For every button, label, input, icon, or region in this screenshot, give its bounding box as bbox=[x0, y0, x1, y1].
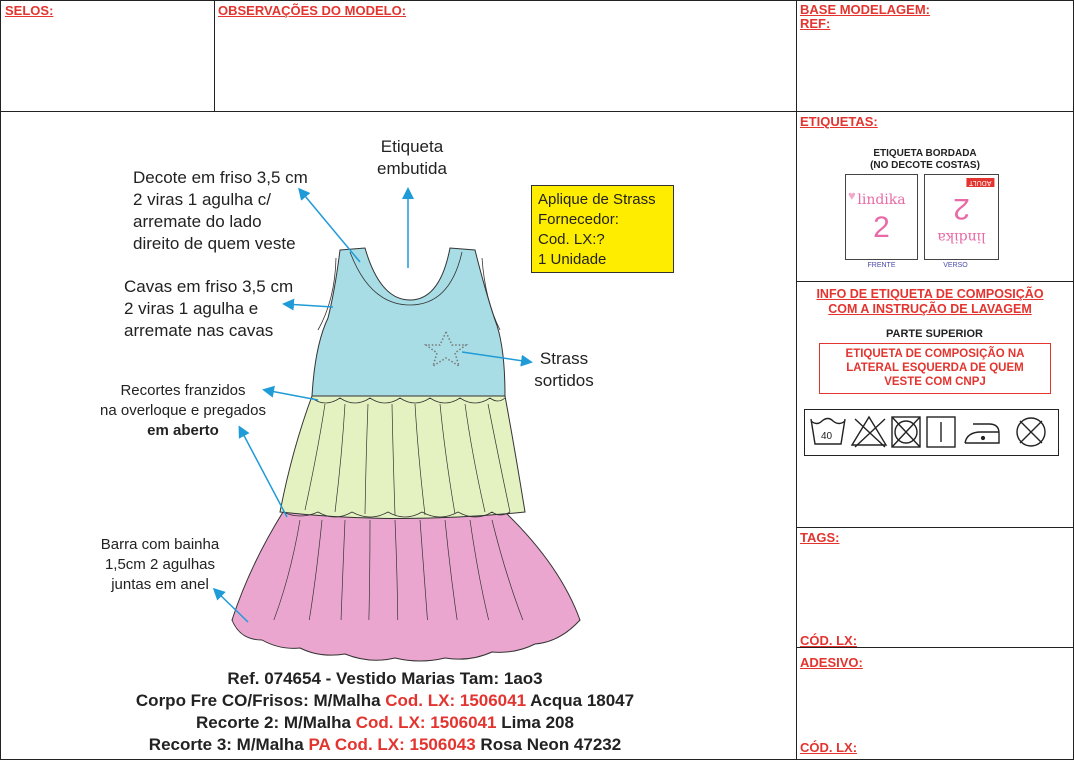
footer-line2-a: Corpo Fre CO/Frisos: M/Malha bbox=[135, 691, 386, 710]
footer-line3-c: Lima 208 bbox=[496, 713, 574, 732]
aplique-box bbox=[531, 185, 674, 273]
selos-label: SELOS: bbox=[5, 3, 54, 18]
no-dry-clean-icon bbox=[1017, 418, 1045, 446]
footer-line4-code: PA Cod. LX: 1506043 bbox=[308, 735, 476, 754]
label-back-brand: lindika bbox=[937, 229, 986, 245]
footer-line3 bbox=[0, 713, 770, 733]
info-composicao-line1: INFO DE ETIQUETA DE COMPOSIÇÃO bbox=[816, 287, 1044, 301]
composicao-box bbox=[819, 343, 1051, 394]
etiqueta-bordada-title bbox=[840, 148, 1010, 172]
aplique-line2: Fornecedor: bbox=[538, 211, 619, 228]
label-front-size: 2 bbox=[873, 211, 890, 244]
etiqueta-bordada-line1: ETIQUETA BORDADA bbox=[873, 148, 977, 159]
label-front bbox=[845, 174, 918, 260]
recortes-line3: em aberto bbox=[147, 422, 219, 439]
footer-line3-a: Recorte 2: M/Malha bbox=[196, 713, 356, 732]
cod-lx-label-1: CÓD. LX: bbox=[800, 633, 858, 648]
etiqueta-bordada-line2: (NO DECOTE COSTAS) bbox=[870, 160, 980, 171]
observacoes-label: OBSERVAÇÕES DO MODELO: bbox=[218, 3, 407, 18]
barra-line3: juntas em anel bbox=[111, 576, 209, 593]
recortes-annotation bbox=[80, 381, 286, 441]
ref-label: REF: bbox=[800, 16, 831, 31]
aplique-line4: 1 Unidade bbox=[538, 251, 607, 268]
frente-label: FRENTE bbox=[867, 262, 896, 269]
composicao-line3: VESTE COM CNPJ bbox=[884, 376, 986, 388]
decote-line1: Decote em friso 3,5 cm bbox=[133, 168, 308, 187]
label-back-size: 2 bbox=[953, 192, 970, 225]
footer-line3-code: Cod. LX: 1506041 bbox=[355, 713, 497, 732]
decote-line4: direito de quem veste bbox=[133, 234, 296, 253]
heart-icon: ♥ bbox=[848, 188, 856, 203]
divider bbox=[796, 111, 1074, 112]
divider bbox=[796, 281, 1074, 282]
cod-lx-label-2: CÓD. LX: bbox=[800, 740, 858, 755]
recortes-line2: na overloque e pregados bbox=[100, 402, 266, 419]
strass-line1: Strass bbox=[539, 349, 589, 368]
decote-line3: arremate do lado bbox=[133, 212, 262, 231]
dress-bodice bbox=[312, 248, 505, 396]
barra-line2: 1,5cm 2 agulhas bbox=[104, 556, 216, 573]
no-tumble-dry-icon bbox=[892, 417, 920, 447]
arrow-decote bbox=[300, 190, 360, 262]
dress-tier2 bbox=[280, 396, 525, 519]
recortes-line1: Recortes franzidos bbox=[120, 382, 246, 399]
arrow-recortes-2 bbox=[240, 428, 287, 517]
aplique-line1: Aplique de Strass bbox=[538, 191, 656, 208]
tags-label: TAGS: bbox=[800, 530, 840, 545]
label-front-brand: lindika bbox=[857, 192, 906, 208]
etiqueta-line2: embutida bbox=[377, 159, 447, 178]
composicao-line2: LATERAL ESQUERDA DE QUEM bbox=[846, 362, 1024, 374]
footer-line4-a: Recorte 3: M/Malha bbox=[148, 735, 309, 754]
cavas-line3: arremate nas cavas bbox=[124, 321, 274, 340]
strass-line2: sortidos bbox=[534, 371, 594, 390]
cavas-annotation bbox=[124, 276, 293, 342]
wash-temp-text: 40 bbox=[821, 431, 833, 442]
barra-line1: Barra com bainha bbox=[100, 536, 220, 553]
dress-hem bbox=[232, 620, 580, 661]
decote-annotation bbox=[133, 167, 308, 255]
composicao-line1: ETIQUETA DE COMPOSIÇÃO NA bbox=[845, 348, 1025, 360]
etiqueta-annotation bbox=[360, 136, 464, 180]
footer-line4-c: Rosa Neon 47232 bbox=[475, 735, 622, 754]
adesivo-label: ADESIVO: bbox=[800, 655, 863, 670]
footer-line2 bbox=[0, 691, 770, 711]
no-bleach-icon bbox=[852, 417, 886, 447]
base-modelagem-label: BASE MODELAGEM: bbox=[800, 2, 930, 17]
info-composicao-line2: COM A INSTRUÇÃO DE LAVAGEM bbox=[828, 302, 1032, 316]
line-dry-icon bbox=[927, 417, 955, 447]
info-composicao-title bbox=[797, 287, 1063, 317]
footer-line1: Ref. 074654 - Vestido Marias Tam: 1ao3 bbox=[227, 669, 543, 688]
footer-line2-c: Acqua 18047 bbox=[526, 691, 635, 710]
aplique-line3: Cod. LX:? bbox=[538, 231, 605, 248]
label-back bbox=[924, 174, 999, 260]
divider bbox=[796, 0, 797, 760]
decote-line2: 2 viras 1 agulha c/ bbox=[133, 190, 271, 209]
divider bbox=[214, 0, 215, 111]
footer-line4 bbox=[0, 735, 770, 755]
footer-line2-code: Cod. LX: 1506041 bbox=[385, 691, 527, 710]
etiquetas-label: ETIQUETAS: bbox=[800, 114, 878, 129]
divider bbox=[796, 527, 1074, 528]
parte-superior-label: PARTE SUPERIOR bbox=[886, 328, 983, 340]
verso-label: VERSO bbox=[943, 262, 968, 269]
iron-low-icon bbox=[965, 424, 999, 443]
etiqueta-line1: Etiqueta bbox=[380, 137, 444, 156]
cavas-line2: 2 viras 1 agulha e bbox=[124, 299, 259, 318]
label-back-corner-tag: ADULT bbox=[966, 178, 994, 187]
strass-annotation bbox=[528, 348, 600, 392]
wash-symbols bbox=[804, 409, 1059, 456]
barra-annotation bbox=[82, 535, 238, 595]
cavas-line1: Cavas em friso 3,5 cm bbox=[124, 277, 294, 296]
care-symbols-svg bbox=[805, 410, 1058, 455]
